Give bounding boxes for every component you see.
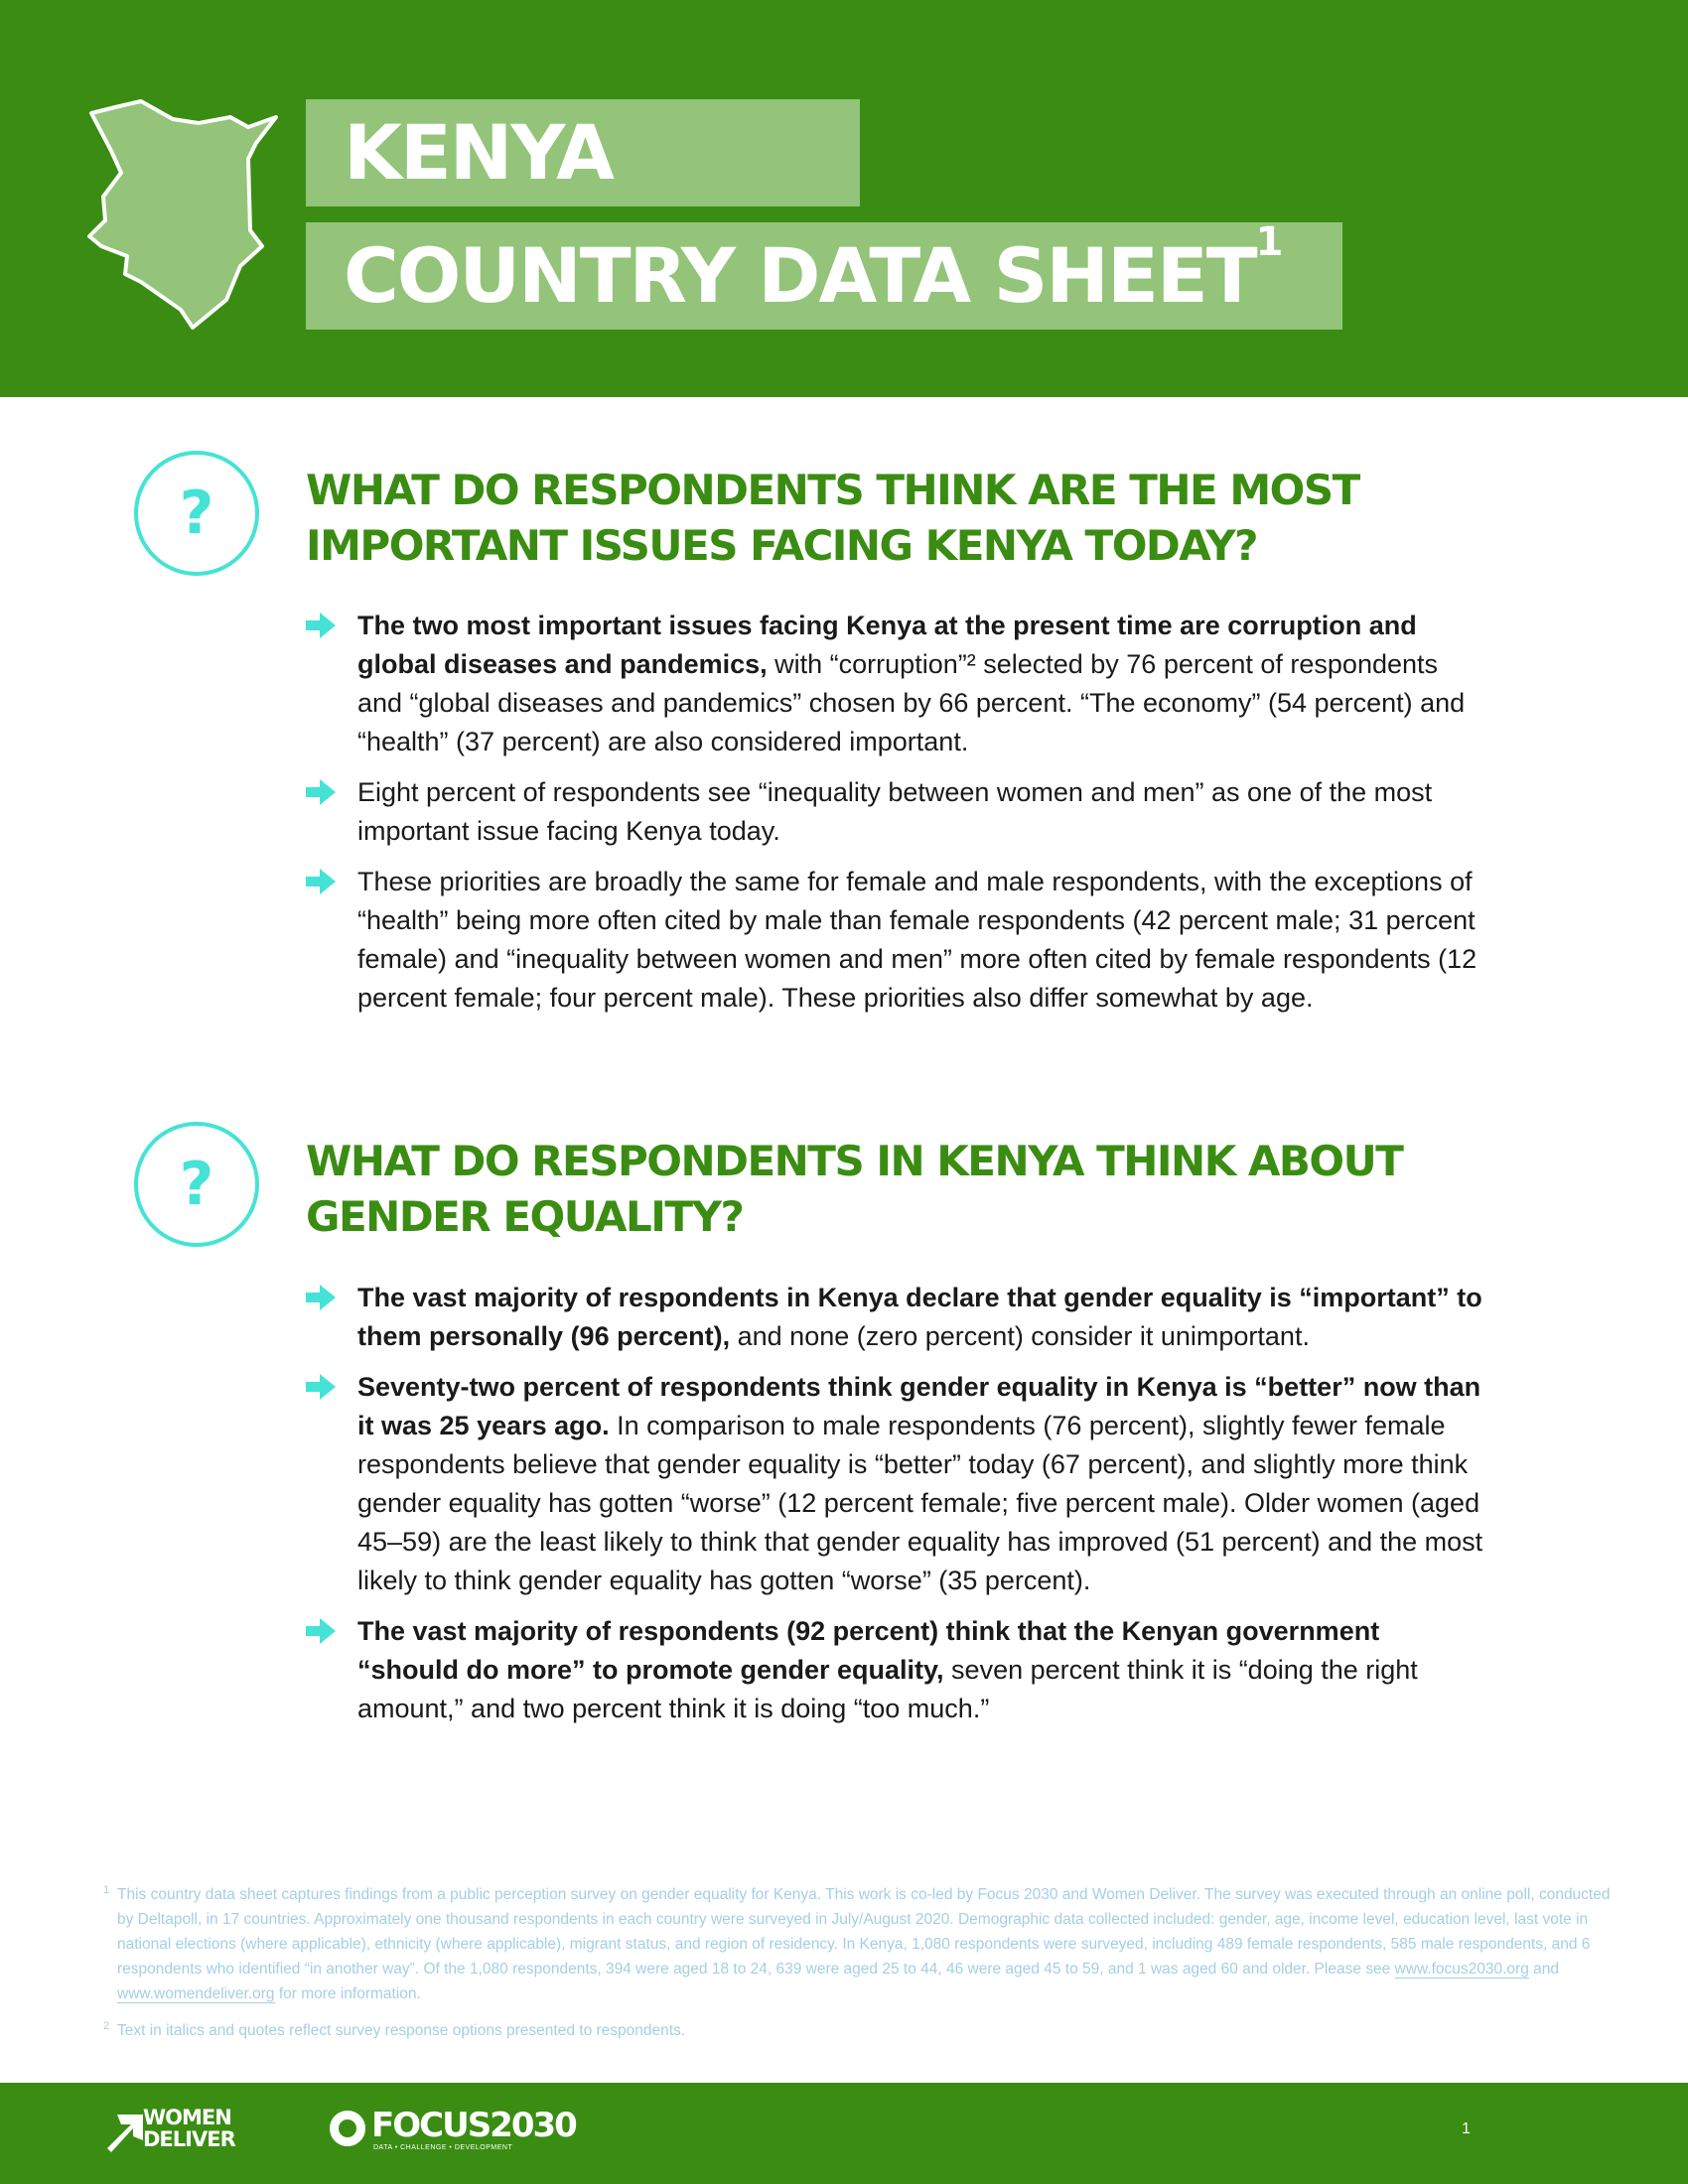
footnote-1: 1 This country data sheet captures findings from a public perception survey on gender equality for Kenya. This work is co-led by Focus 2030 and Women Deliver. The survey was executed through an online poll, conducted by Deltapoll, in 17 countries. Approximately one thousand respondents in each country were surveyed in July/August 2020. Demographic data collected included: gender, age, income level, education level, last vote in national elections (where applicable), ethnicity (where applicable), migrant status, and region of residency. In Kenya, 1,080 respondents were surveyed, including 489 female respondents, 585 male respondents, and 6 respondents who identified “in another way”. Of the 1,080 respondents, 394 were aged 18 to 24, 639 were aged 25 to 44, 46 were aged 45 to 59, and 1 was aged 60 and older. Please see www.focus2030.org and www.womendeliver.org for more information. <box>103 1884 1611 2002</box>
list-item <box>306 863 1487 1018</box>
title-footnote-ref: 1 <box>1255 219 1282 265</box>
bullet-text: and none (zero percent) consider it unimportant. <box>730 1321 1310 1351</box>
arrow-right-icon <box>306 1618 336 1644</box>
list-item <box>306 1279 1487 1356</box>
arrow-right-icon <box>306 869 336 894</box>
page-number: 1 <box>1462 2120 1471 2137</box>
kenya-map-icon <box>81 97 280 334</box>
bullet-text: Eight percent of respondents see “inequality between women and men” as one of the most important issue facing Kenya today. <box>357 777 1433 846</box>
section-heading-gender-equality: WHAT DO RESPONDENTS IN KENYA THINK ABOUT GENDER EQUALITY? <box>306 1137 1403 1241</box>
bullet-bold-text: The two most important issues facing Kenya at the present time are corruption and global diseases and pandemics, <box>357 611 1417 679</box>
gender-equality-bullet-list <box>306 1279 1487 1740</box>
list-item <box>306 1368 1487 1600</box>
list-item <box>306 607 1487 761</box>
focus2030-logo: FOCUS2030 DATA • CHALLENGE • DEVELOPMENT <box>330 2105 528 2160</box>
focus2030-link[interactable]: www.focus2030.org <box>1394 1961 1529 1978</box>
bullet-text: These priorities are broadly the same for female and male respondents, with the exceptions of “health” being more often cited by male than female respondents (42 percent male; 31 percent female) and “inequality between women and men” more often cited by female respondents (12 percent female; four percent male). These priorities also differ somewhat by age. <box>357 867 1477 1013</box>
section-heading-important-issues: WHAT DO RESPONDENTS THINK ARE THE MOST IMPORTANT ISSUES FACING KENYA TODAY? <box>306 466 1359 570</box>
women-deliver-logo: WOMEN DELIVER <box>103 2107 266 2156</box>
bullet-text: In comparison to male respondents (76 percent), slightly fewer female respondents believe that gender equality is “better” today (67 percent), and slightly more think gender equality has gotten “worse” (12 percent female; five percent male). Older women (aged 45–59) are the least likely to think that gender equality has improved (51 percent) and the most likely to think gender equality has gotten “worse” (35 percent). <box>357 1411 1483 1595</box>
title-kenya: KENYA <box>306 99 860 206</box>
arrow-right-icon <box>306 1374 336 1400</box>
question-mark-icon: ? <box>134 1122 259 1247</box>
bullet-text: seven percent think it is “doing the right amount,” and two percent think it is doing “too much.” <box>357 1655 1418 1723</box>
list-item <box>306 773 1487 851</box>
issues-bullet-list <box>306 607 1487 1029</box>
arrow-right-icon <box>306 613 336 638</box>
womendeliver-link[interactable]: www.womendeliver.org <box>117 1985 275 2002</box>
arrow-right-icon <box>306 1285 336 1310</box>
footnote-2: 2 Text in italics and quotes reflect survey response options presented to respondents. <box>103 2020 686 2039</box>
title-country-data-sheet: COUNTRY DATA SHEET$^1$ <box>306 222 1342 330</box>
women-deliver-arrow-icon <box>103 2109 147 2152</box>
bullet-bold-text: Seventy-two percent of respondents think gender equality in Kenya is “better” now than it was 25 years ago. <box>357 1372 1481 1440</box>
bullet-bold-text: The vast majority of respondents in Kenya declare that gender equality is “important” to them personally (96 percent), <box>357 1283 1482 1351</box>
arrow-right-icon <box>306 779 336 805</box>
focus-circle-icon <box>330 2111 365 2146</box>
footnotes <box>103 1882 1613 2043</box>
bullet-text: with “corruption”² selected by 76 percent of respondents and “global diseases and pandemics” chosen by 66 percent. “The economy” (54 percent) and “health” (37 percent) are also considered important. <box>357 649 1466 756</box>
bullet-bold-text: The vast majority of respondents (92 percent) think that the Kenyan government “should do more” to promote gender equality, <box>357 1616 1380 1685</box>
list-item <box>306 1612 1487 1728</box>
question-mark-icon: ? <box>134 451 259 576</box>
